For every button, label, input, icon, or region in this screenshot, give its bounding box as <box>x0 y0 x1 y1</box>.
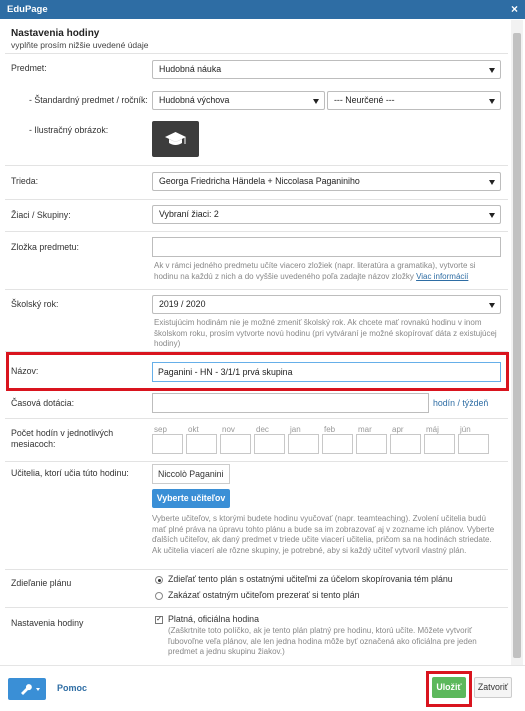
month-label: dec <box>256 425 269 434</box>
chevron-down-icon <box>489 99 495 104</box>
divider <box>5 231 508 232</box>
chevron-down-icon <box>489 213 495 218</box>
month-hours-input[interactable] <box>424 434 455 454</box>
school-year-label: Školský rok: <box>11 299 59 309</box>
month-label: jún <box>460 425 471 434</box>
grade-select[interactable] <box>327 91 501 110</box>
chevron-down-icon <box>313 99 319 104</box>
more-info-link[interactable]: Viac informácií <box>416 271 469 281</box>
month-hours-input[interactable] <box>152 434 183 454</box>
component-label: Zložka predmetu: <box>11 242 79 252</box>
window-title: EduPage <box>7 4 48 15</box>
hours-per-week-label: hodín / týždeň <box>433 398 489 408</box>
month-label: mar <box>358 425 372 434</box>
month-label: sep <box>154 425 167 434</box>
sharing-option-forbid[interactable]: Zakázať ostatným učiteľom prezerať si tento plán <box>168 590 360 600</box>
class-select[interactable] <box>152 172 501 191</box>
students-select[interactable] <box>152 205 501 224</box>
name-input[interactable]: Paganini - HN - 3/1/1 prvá skupina <box>152 362 501 382</box>
dialog-title: Nastavenia hodiny <box>11 28 100 39</box>
scrollbar-thumb[interactable] <box>513 33 521 658</box>
lesson-settings-label: Nastavenia hodiny <box>11 618 84 628</box>
month-hours-input[interactable] <box>390 434 421 454</box>
month-label: máj <box>426 425 439 434</box>
window-titlebar <box>0 0 525 19</box>
wrench-icon <box>8 678 46 700</box>
predmet-value: Hudobná náuka <box>159 64 222 74</box>
illustration-label: - Ilustračný obrázok: <box>29 125 109 135</box>
highlight-box <box>426 671 472 707</box>
chevron-down-icon <box>489 180 495 185</box>
standard-subject-value: Hudobná výchova <box>159 95 230 105</box>
close-button[interactable]: Zatvoriť <box>474 677 512 698</box>
official-help: (Zaškrtnite toto políčko, ak je tento plán platný pre hodinu, ktorú učíte. Môžete vytvoriť ľubovoľne veľa plánov, ale len jedna hodina môže byť označená ako oficiálna pre jeden predmet a jednu skupinu žiakov.) <box>168 626 477 656</box>
predmet-label: Predmet: <box>11 63 47 73</box>
graduation-cap-icon <box>152 121 199 157</box>
official-checkbox-label[interactable]: Platná, oficiálna hodina <box>168 614 259 624</box>
close-icon[interactable]: × <box>510 2 518 16</box>
month-hours-input[interactable] <box>254 434 285 454</box>
select-teachers-button[interactable]: Vyberte učiteľov <box>152 489 230 508</box>
highlight-box <box>6 352 509 391</box>
time-allocation-input[interactable] <box>152 393 429 413</box>
component-input[interactable] <box>152 237 501 257</box>
dialog-subtitle: vyplňte prosím nižšie uvedené údaje <box>11 40 149 50</box>
divider <box>5 165 508 166</box>
month-hours-input[interactable] <box>186 434 217 454</box>
divider <box>5 289 508 290</box>
official-checkbox[interactable]: ✓ <box>156 616 162 623</box>
school-year-select[interactable] <box>152 295 501 314</box>
students-label: Žiaci / Skupiny: <box>11 210 71 220</box>
sharing-label: Zdieľanie plánu <box>11 578 72 588</box>
trieda-label: Trieda: <box>11 176 39 186</box>
chevron-down-icon <box>489 68 495 73</box>
divider <box>5 53 508 54</box>
sharing-radio-share[interactable] <box>155 576 163 584</box>
month-hours-input[interactable] <box>322 434 353 454</box>
sharing-radio-forbid[interactable] <box>155 592 163 600</box>
class-value: Georga Friedricha Händela + Niccolasa Paganiniho <box>159 176 360 186</box>
teachers-help: Vyberte učiteľov, s ktorými budete hodinu vyučovať (napr. teamteaching). Zvolení učitelia budú mať plné práva na úpravu tohto plánu a bude sa im zobrazovať aj v zozname ich plánov. Vyberte ďalších učiteľov, ak daný predmet v triede učite viacerí učitelia, pričom sa na hodinách striedate. Ak učitelia viacerí ale rôzne skupiny, je potrebné, aby si každý učiteľ vytvoril vlastný plán. <box>152 514 495 555</box>
standard-subject-label: - Štandardný predmet / ročník: <box>29 95 148 105</box>
month-label: okt <box>188 425 199 434</box>
tools-button[interactable] <box>8 678 46 700</box>
month-label: apr <box>392 425 404 434</box>
component-help <box>154 261 499 282</box>
students-value: Vybraní žiaci: 2 <box>159 209 219 219</box>
month-label: jan <box>290 425 301 434</box>
month-hours-input[interactable] <box>220 434 251 454</box>
name-label: Názov: <box>11 366 39 376</box>
month-label: feb <box>324 425 336 434</box>
illustration-image[interactable] <box>152 121 199 157</box>
divider <box>5 461 508 462</box>
chevron-down-icon <box>489 303 495 308</box>
school-year-help: Existujúcim hodinám nie je možné zmeniť školský rok. Ak chcete mať rovnakú hodinu v inom školskom roku, prosím vytvorte novú hodinu (pri vytváraní je možné skopírovať dáta z existujúcej hodiny) <box>154 318 497 348</box>
help-link[interactable]: Pomoc <box>57 683 88 693</box>
teacher-tag: Niccolò Paganini <box>152 464 230 484</box>
divider <box>5 418 508 419</box>
save-button[interactable]: Uložiť <box>432 677 466 698</box>
dialog-footer <box>0 665 525 711</box>
month-hours-input[interactable] <box>288 434 319 454</box>
month-hours-input[interactable] <box>356 434 387 454</box>
month-hours-input[interactable] <box>458 434 489 454</box>
divider <box>5 569 508 570</box>
standard-subject-select[interactable] <box>152 91 325 110</box>
time-allocation-label: Časová dotácia: <box>11 398 75 408</box>
grade-value: --- Neurčené --- <box>334 95 395 105</box>
school-year-value: 2019 / 2020 <box>159 299 206 309</box>
predmet-select[interactable] <box>152 60 501 79</box>
teachers-label: Učitelia, ktorí učia túto hodinu: <box>11 468 129 478</box>
monthly-hours-label: Počet hodín v jednotlivých mesiacoch: <box>11 428 114 449</box>
divider <box>5 199 508 200</box>
sharing-option-share[interactable]: Zdieľať tento plán s ostatnými učiteľmi za účelom skopírovania tém plánu <box>168 574 453 584</box>
month-label: nov <box>222 425 235 434</box>
divider <box>5 607 508 608</box>
component-help-text: Ak v rámci jedného predmetu učíte viacero zložiek (napr. literatúra a gramatika), vytvorte si hodinu na každú z nich a do vyššie uvedeného poľa zadajte názov zložky <box>154 261 476 281</box>
